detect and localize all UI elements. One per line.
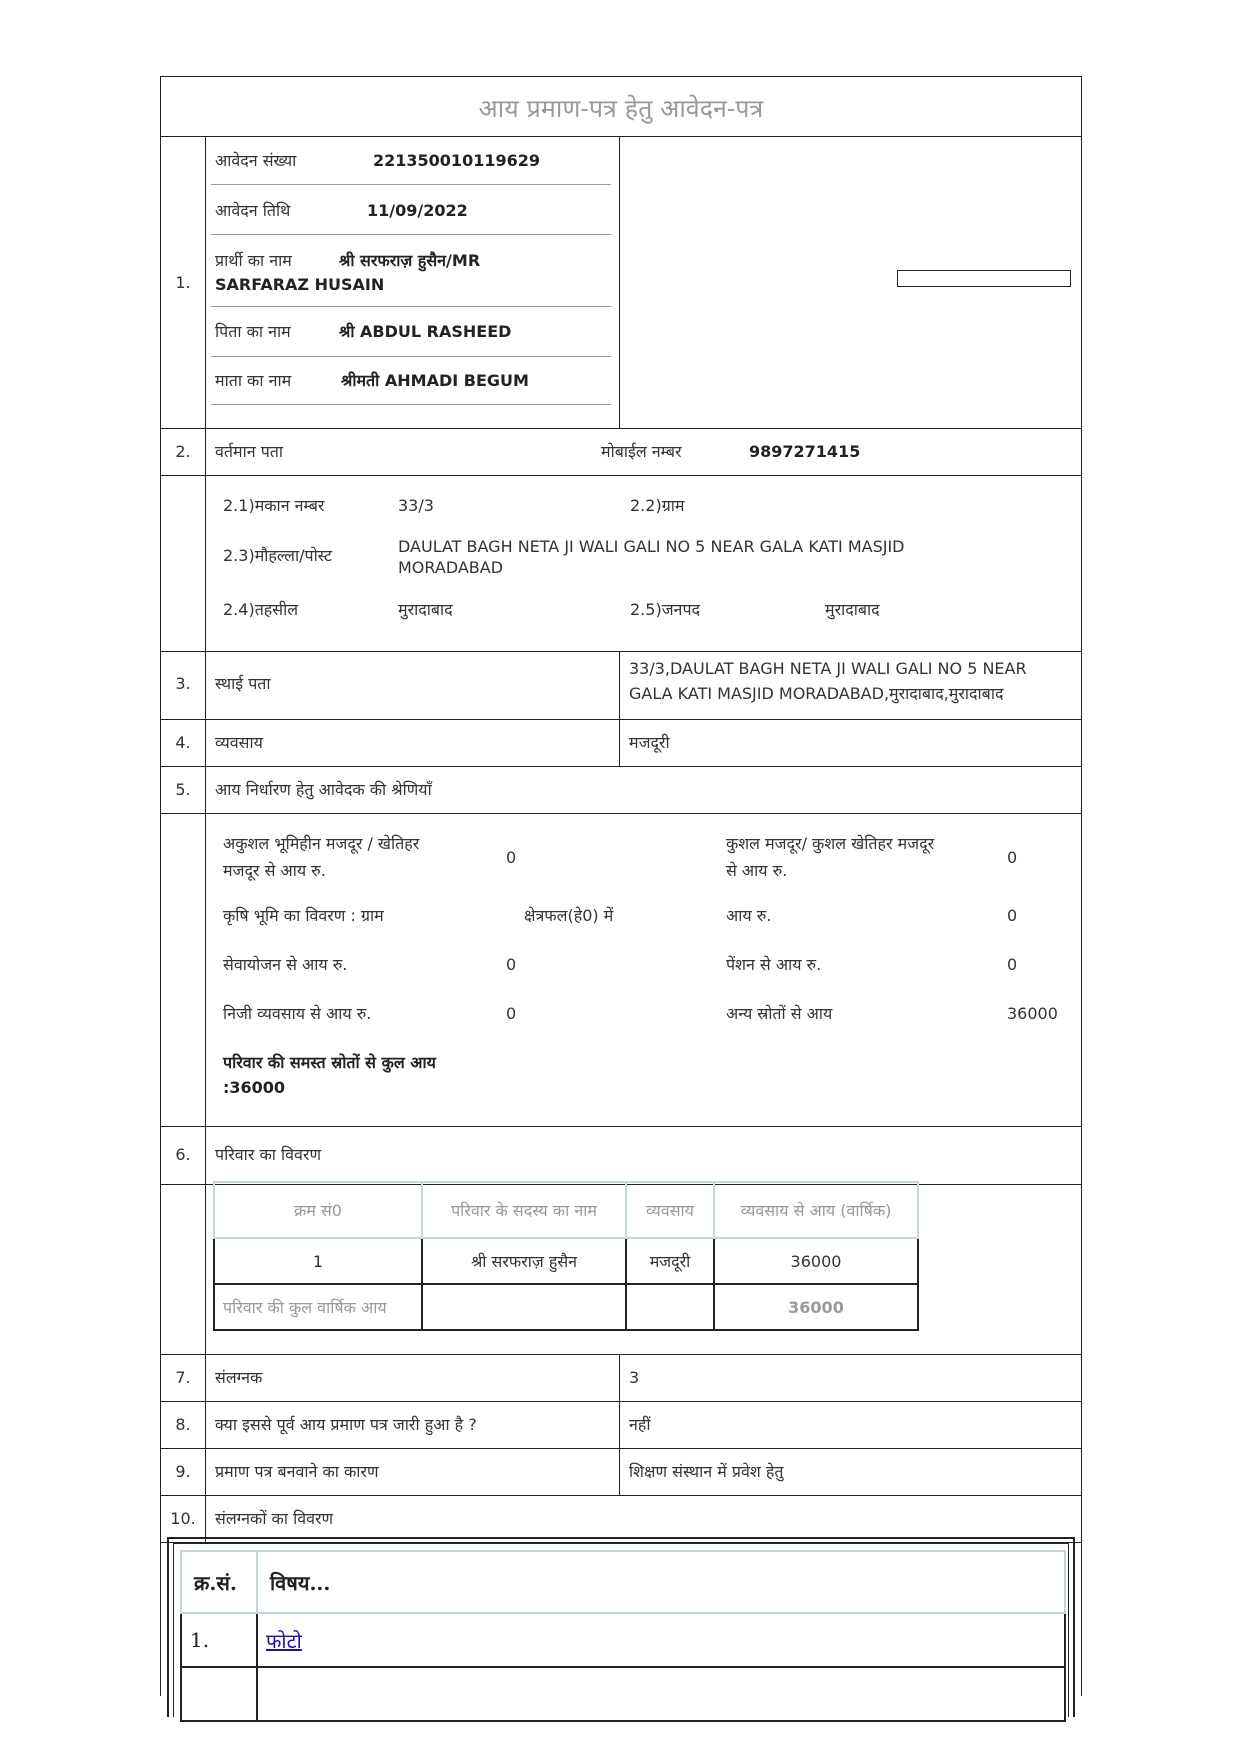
district-label: 2.5)जनपद <box>630 600 701 619</box>
attachments-table <box>180 1550 1066 1722</box>
applicant-name-label: प्रार्थी का नाम <box>215 251 292 270</box>
table-row <box>214 1238 918 1284</box>
mother-name: श्रीमती AHMADI BEGUM <box>341 371 529 390</box>
permanent-address-line2: GALA KATI MASJID MORADABAD,मुरादाबाद,मुरादाबाद <box>629 684 1004 703</box>
divider <box>161 1401 1081 1402</box>
row-number: 10. <box>170 1509 196 1528</box>
total-value-cell: 36000 <box>714 1284 918 1330</box>
applicant-name: श्री सरफराज़ हुसैन/MR <box>339 251 481 270</box>
divider <box>161 1354 1081 1355</box>
agri-land-label: कृषि भूमि का विवरण : ग्राम <box>223 906 384 925</box>
row-number: 5. <box>175 780 191 799</box>
family-details-label: परिवार का विवरण <box>215 1145 322 1164</box>
column-line <box>619 136 620 428</box>
attachments-inner-border <box>173 1543 1069 1717</box>
income-categories-label: आय निर्धारण हेतु आवेदक की श्रेणियाँ <box>215 780 432 799</box>
mother-name-label: माता का नाम <box>215 371 292 390</box>
attachment-details-label: संलग्नकों का विवरण <box>215 1509 334 1528</box>
column-header: व्यवसाय <box>626 1182 714 1238</box>
current-address-label: वर्तमान पता <box>215 442 284 461</box>
divider <box>161 813 1081 814</box>
agri-income-label: आय रु. <box>726 906 772 925</box>
row-number: 2. <box>175 442 191 461</box>
house-number-label: 2.1)मकान नम्बर <box>223 496 325 515</box>
total-income-label: परिवार की समस्त स्रोतों से कुल आय <box>223 1053 436 1072</box>
photo-attachment-link[interactable]: फोटो <box>266 1628 302 1653</box>
column-header: विषय... <box>257 1551 1065 1613</box>
column-line <box>619 651 620 766</box>
column-header: क्र.सं. <box>181 1551 257 1613</box>
application-number: 221350010119629 <box>373 151 540 170</box>
divider <box>161 1126 1081 1127</box>
divider <box>161 766 1081 767</box>
separator <box>211 404 611 405</box>
row-number: 4. <box>175 733 191 752</box>
table-cell: 36000 <box>714 1238 918 1284</box>
mobile-number: 9897271415 <box>749 442 861 461</box>
employment-income-label: सेवायोजन से आय रु. <box>223 955 348 974</box>
other-income-value: 36000 <box>1007 1004 1058 1023</box>
applicant-name-line2: SARFARAZ HUSAIN <box>215 275 385 294</box>
business-income-value: 0 <box>506 1004 517 1023</box>
mohalla-value-line2: MORADABAD <box>398 558 504 577</box>
row-number: 7. <box>175 1368 191 1387</box>
row-number: 8. <box>175 1415 191 1434</box>
table-cell: मजदूरी <box>626 1238 714 1284</box>
district-value: मुरादाबाद <box>825 600 880 619</box>
column-header: व्यवसाय से आय (वार्षिक) <box>714 1182 918 1238</box>
previous-certificate-value: नहीं <box>629 1415 651 1434</box>
divider <box>161 719 1081 720</box>
mohalla-label: 2.3)मौहल्ला/पोस्ट <box>223 546 333 565</box>
separator <box>211 234 611 235</box>
row-number: 6. <box>175 1145 191 1164</box>
column-header: क्रम सं0 <box>214 1182 422 1238</box>
separator <box>211 306 611 307</box>
table-header-row <box>214 1182 918 1238</box>
form-title: आय प्रमाण-पत्र हेतु आवेदन-पत्र <box>478 94 764 123</box>
table-cell <box>257 1613 1065 1667</box>
skilled-income-label-line2: से आय रु. <box>726 861 788 880</box>
skilled-income-value: 0 <box>1007 848 1018 867</box>
agri-income-value: 0 <box>1007 906 1018 925</box>
business-income-label: निजी व्यवसाय से आय रु. <box>223 1004 372 1023</box>
application-date: 11/09/2022 <box>367 201 468 220</box>
divider <box>161 475 1081 476</box>
mobile-label: मोबाईल नम्बर <box>601 442 682 461</box>
father-name: श्री ABDUL RASHEED <box>339 322 512 341</box>
house-number: 33/3 <box>398 496 434 515</box>
previous-certificate-label: क्या इससे पूर्व आय प्रमाण पत्र जारी हुआ है ? <box>215 1415 477 1434</box>
attachments-panel <box>167 1537 1075 1717</box>
table-cell <box>422 1284 626 1330</box>
divider <box>161 428 1081 429</box>
area-label: क्षेत्रफल(हे0) में <box>524 906 614 925</box>
table-row <box>181 1667 1065 1721</box>
pension-income-label: पेंशन से आय रु. <box>726 955 822 974</box>
table-cell <box>626 1284 714 1330</box>
row-number: 1. <box>175 273 191 292</box>
column-line <box>619 1354 620 1495</box>
tehsil-value: मुरादाबाद <box>398 600 453 619</box>
table-cell <box>257 1667 1065 1721</box>
divider <box>161 651 1081 652</box>
table-cell <box>181 1667 257 1721</box>
father-name-label: पिता का नाम <box>215 322 291 341</box>
occupation-label: व्यवसाय <box>215 733 263 752</box>
unskilled-income-label-line2: मजदूर से आय रु. <box>223 861 326 880</box>
unskilled-income-value: 0 <box>506 848 517 867</box>
occupation-value: मजदूरी <box>629 733 670 752</box>
photo-placeholder <box>897 270 1071 287</box>
skilled-income-label: कुशल मजदूर/ कुशल खेतिहर मजदूर <box>726 834 935 853</box>
table-header-row <box>181 1551 1065 1613</box>
application-number-label: आवेदन संख्या <box>215 151 297 170</box>
attachments-count: 3 <box>629 1368 640 1387</box>
total-income-value: :36000 <box>223 1078 286 1097</box>
table-cell: श्री सरफराज़ हुसैन <box>422 1238 626 1284</box>
separator <box>211 184 611 185</box>
divider <box>161 1448 1081 1449</box>
unskilled-income-label: अकुशल भूमिहीन मजदूर / खेतिहर <box>223 834 420 853</box>
row-number: 3. <box>175 674 191 693</box>
mohalla-value: DAULAT BAGH NETA JI WALI GALI NO 5 NEAR GALA KATI MASJID <box>398 537 905 556</box>
divider <box>161 136 1081 137</box>
table-row <box>181 1613 1065 1667</box>
number-column-line <box>205 136 206 1542</box>
table-cell: 1 <box>214 1238 422 1284</box>
total-label-cell: परिवार की कुल वार्षिक आय <box>214 1284 422 1330</box>
table-cell: 1. <box>181 1613 257 1667</box>
column-header: परिवार के सदस्य का नाम <box>422 1182 626 1238</box>
attachments-label: संलग्नक <box>215 1368 263 1387</box>
family-table <box>213 1181 919 1331</box>
employment-income-value: 0 <box>506 955 517 974</box>
application-date-label: आवेदन तिथि <box>215 201 291 220</box>
application-form <box>160 76 1082 1696</box>
separator <box>211 356 611 357</box>
permanent-address-label: स्थाई पता <box>215 674 271 693</box>
permanent-address: 33/3,DAULAT BAGH NETA JI WALI GALI NO 5 NEAR <box>629 659 1027 678</box>
reason-value: शिक्षण संस्थान में प्रवेश हेतु <box>629 1462 784 1481</box>
village-label: 2.2)ग्राम <box>630 496 685 515</box>
other-income-label: अन्य स्रोतों से आय <box>726 1004 833 1023</box>
table-total-row <box>214 1284 918 1330</box>
pension-income-value: 0 <box>1007 955 1018 974</box>
divider <box>161 1495 1081 1496</box>
reason-label: प्रमाण पत्र बनवाने का कारण <box>215 1462 379 1481</box>
tehsil-label: 2.4)तहसील <box>223 600 299 619</box>
row-number: 9. <box>175 1462 191 1481</box>
